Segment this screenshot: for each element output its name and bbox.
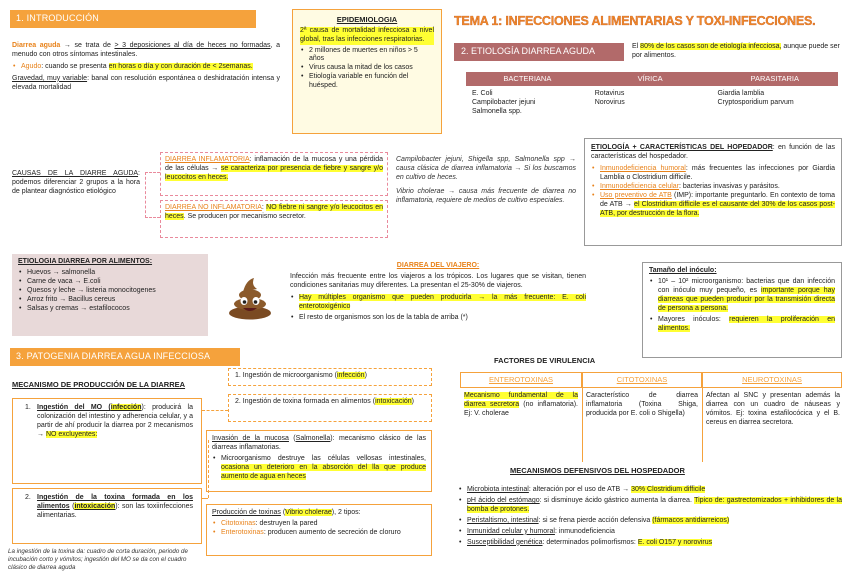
table-cell	[466, 86, 589, 121]
cell-line: Norovirus	[594, 98, 625, 106]
defensivos-item-label: pH ácido del estómago	[467, 496, 540, 504]
hospedador-box	[584, 138, 842, 246]
defensivos-list	[458, 486, 842, 550]
ingestion-toxina-box: 2. Ingestión de la toxina formada en los alimentos (intoxicación): son las toxiinfecciones alimentarias.	[12, 488, 202, 544]
invasion-paren: Salmonella	[295, 435, 331, 442]
cell-line: Rotavirus	[594, 89, 625, 97]
table-cell	[712, 86, 839, 121]
inoculo-item-highlight: importante porque hay diarreas que pueden producir por la transmisión directa de persona a persona.	[658, 286, 835, 312]
defensivos-item-text: : determinados polimorfismos:	[542, 538, 638, 546]
inoculo-item-highlight: requieren la proliferación en alimentos.	[658, 315, 836, 332]
etiologia-note	[632, 43, 842, 61]
hospedador-list	[591, 165, 835, 219]
inflam-highlight: se caracteriza por presencia de fiebre y sangre y/o leucocitos en heces.	[165, 164, 383, 181]
virulencia-col-header: NEUROTOXINAS	[702, 372, 842, 388]
noinflam-text2: . Se producen por mecanismo secretor.	[183, 212, 306, 220]
defensivos-item-label: Susceptibilidad genética	[467, 538, 543, 546]
route-text: 2. Ingestión de toxina formada en alimentos (	[235, 398, 376, 405]
epidemiologia-item: • Etiología variable en función del huésped.	[300, 73, 434, 91]
diarrea-text-c: , a menudo con otros síntomas intestinales.	[12, 42, 280, 58]
intro-body	[12, 42, 280, 93]
viajero-list	[290, 294, 586, 323]
causas-note: Vibrio cholerae → causa más frecuente de diarrea no inflamatoria, requiere de medios de cultivo especiales.	[396, 187, 576, 204]
defensivos-item-highlight: (fármacos antidiarreicos)	[652, 516, 730, 524]
causas-title-u: CAUSAS DE LA DIARRE AGUDA	[12, 170, 139, 177]
causas-title-rest: : podemos diferenciar 2 grupos a la hora de plantear diagnóstico etiológico	[12, 170, 140, 195]
alimentos-item: • Quesos y leche → listeria monocitogenes	[18, 287, 202, 296]
toxinas-rest: , 2 tipos:	[334, 509, 361, 516]
inoculo-item	[649, 316, 835, 334]
cell-line: Salmonella spp.	[472, 107, 522, 115]
toxinas-item-label: Enterotoxinas	[221, 528, 264, 536]
ing2-highlight: intoxicación	[74, 502, 116, 510]
mecanismo-title: MECANISMO DE PRODUCCIÓN DE LA DIARREA	[12, 380, 186, 389]
virulencia-col-header: CITOTOXINAS	[582, 372, 702, 388]
viajero-title: DIARREA DEL VIAJERO:	[396, 262, 480, 269]
gravedad-label: Gravedad, muy variable	[12, 74, 88, 82]
route-text: 1. Ingestión de microorganismo (	[235, 372, 337, 379]
hospedador-item-label: Inmunodeficiencia celular	[600, 182, 679, 190]
epidemiologia-item: • Virus causa la mitad de los casos	[300, 64, 434, 73]
defensivos-item-text: : inmunodeficiencia	[554, 527, 615, 535]
connector-line	[202, 410, 228, 411]
toxinas-item	[212, 520, 426, 529]
defensivos-item-text: : si disminuye ácido gástrico aumenta la diarrea.	[539, 496, 695, 504]
toxinas-item-text: : producen aumento de secreción de cloruro	[263, 528, 401, 536]
defensivos-item-label: Inmunidad celular y humoral	[467, 527, 555, 535]
hospedador-item-label: Inmunodeficiencia humoral	[600, 164, 686, 172]
defensivos-item-highlight: 30% Clostridium difficile	[631, 486, 706, 493]
invasion-list	[212, 455, 426, 482]
ingestion-number: 1.	[25, 404, 31, 411]
etiologia-header: 2. ETIOLOGÍA DIARREA AGUDA	[454, 43, 624, 61]
ingestion-number: 2.	[25, 494, 31, 501]
poop-icon	[226, 276, 274, 320]
hospedador-title-u: ETIOLOGÍA + CARACTERÍSTICAS DEL HOPEDADOR	[591, 144, 773, 151]
toxinas-item-label: Citotoxinas	[221, 519, 256, 527]
gravedad-body: : banal con resolución espontánea o deshidratación intensa y elevada mortalidad	[12, 74, 280, 91]
invasion-text: : mecanismo clásico de las diarreas inflamatorias.	[212, 435, 426, 451]
agudo-item	[12, 63, 280, 72]
ing2-title: Ingestión de la toxina formada en los alimentos	[37, 494, 193, 510]
page-title: TEMA 1: INFECCIONES ALIMENTARIAS Y TOXI-INFECCIONES.	[454, 14, 816, 28]
causas-connector	[145, 172, 146, 218]
toxinas-title: Producción de toxinas	[212, 509, 281, 516]
virulencia-cell-highlight: Mecanismo fundamental de la diarrea secretora	[464, 392, 578, 408]
viajero-item-highlight: Hay múltiples organismo que pueden producirla → la más frecuente: E. coli enterotoxigénico	[299, 293, 586, 310]
patogenia-header: 3. PATOGENIA DIARREA AGUA INFECCIOSA	[10, 348, 240, 366]
table-header-row	[466, 72, 838, 86]
connector-line	[202, 498, 208, 499]
note-highlight: 80% de los casos son de etiología infecciosa,	[640, 43, 782, 50]
inoculo-item-text: 10¹ – 10² microorganismo: bacterias que dan infección con inóculo muy pequeño, es	[658, 277, 835, 294]
viajero-section	[290, 262, 586, 323]
causas-notes	[396, 156, 576, 206]
route-text: )	[364, 372, 367, 379]
noinflam-text: :	[261, 204, 267, 211]
invasion-item-highlight: ocasiona un deterioro en la absorción del lla que produce aumento de agua en heces	[221, 463, 426, 480]
note-b: aunque puede ser por alimentos.	[632, 43, 840, 59]
defensivos-item-highlight: Tipico de: gastrectomizados + inhibidores de la bomba de protones.	[467, 496, 842, 513]
epidemiologia-list	[300, 47, 434, 92]
defensivos-item-highlight: E. coli O157 y norovirus	[637, 538, 713, 546]
diarrea-text-a: → se trata de	[60, 42, 115, 49]
epidemiologia-intro: 2ª causa de mortalidad infecciosa a nivel global, tras las infecciones respiratorias.	[300, 26, 434, 43]
route-text: )	[411, 398, 415, 405]
defensivos-item-label: Peristaltismo, intestinal	[467, 516, 539, 524]
defensivos-title: MECANISMOS DEFENSIVOS DEL HOSPEDADOR	[510, 466, 685, 475]
epidemiologia-title: EPIDEMIOLOGIA	[336, 15, 398, 24]
defensivos-item	[458, 497, 842, 515]
alimentos-item: • Arroz frito → Bacillus cereus	[18, 296, 202, 305]
alimentos-item: • Huevos → salmonella	[18, 269, 202, 278]
ing1-title: Ingestión del MO (	[37, 404, 111, 411]
inflam-text: : inflamación de la mucosa y una pérdida de las células →	[165, 156, 383, 172]
invasion-item	[212, 455, 426, 482]
alimentos-item: • Carne de vaca → E.coli	[18, 278, 202, 287]
route-highlight: infección	[336, 372, 365, 379]
column-header: PARASITARIA	[712, 72, 839, 86]
agudo-highlight: en horas o día y con duración de < 2semanas.	[108, 62, 253, 70]
hospedador-item-text: (IMP): importante preguntarlo. En contexto de toma de ATB →	[600, 191, 835, 208]
defensivos-item	[458, 539, 842, 548]
inoculo-box	[642, 262, 842, 358]
virulencia-col-header: ENTEROTOXINAS	[460, 372, 582, 388]
hospedador-title-rest: : en función de las características del hospedador.	[591, 144, 835, 160]
virulencia-title: FACTORES DE VIRULENCIA	[494, 356, 596, 365]
patogenia-small-note: La ingestión de la toxina da: cuadro de corta duración, periodo de incubación corto y vómitos; ingestión del MO se da con el cuadro clásico de diarrea aguda	[8, 548, 188, 571]
ingestion-mo-box	[12, 398, 202, 484]
column-header: VÍRICA	[589, 72, 712, 86]
ing1-highlight: infección	[110, 404, 142, 411]
note-a: El	[632, 43, 641, 50]
toxinas-item	[212, 529, 426, 538]
epidemiologia-item: • 2 millones de muertes en niños > 5 años	[300, 47, 434, 65]
alimentos-list	[18, 269, 202, 314]
diarrea-label: Diarrea aguda	[12, 42, 61, 49]
cell-line: Campilobacter jejuni	[472, 98, 536, 106]
alimentos-box	[12, 254, 208, 336]
agudo-list	[12, 63, 280, 72]
virulencia-cell: Afectan al SNC y presentan además la diarrea con un cuadro de náuseas y vómitos. Ej: toxina estafilocócica y el B. cereus en diarrea secretora.	[706, 392, 840, 426]
invasion-item-text: Microorganismo destruye las células vellosas intestinales,	[221, 454, 426, 462]
table-cell	[589, 86, 712, 121]
diarrea-text-b: > 3 deposiciones al día de heces no formadas	[114, 42, 271, 49]
hospedador-item	[591, 165, 835, 183]
cell-line: Cryptosporidium parvum	[717, 98, 794, 106]
causas-title	[12, 170, 140, 197]
invasion-mucosa-box: Invasión de la mucosa (Salmonella): mecanismo clásico de las diarreas inflamatorias. • Microorganismo destruye las células vellosas intestinales, ocasiona un deterioro en la absorción del lla que produce aumento de agua en heces	[206, 430, 432, 492]
ing1-highlight2: NO excluyentes:	[45, 430, 98, 438]
hospedador-item-label: Uso preventivo de ATB	[600, 191, 672, 199]
causas-connector	[145, 172, 160, 173]
diarrea-inflamatoria-box	[160, 152, 388, 196]
virulencia-cell	[464, 392, 578, 419]
cell-line: E. Coli	[472, 89, 493, 97]
column-header: BACTERIANA	[466, 72, 589, 86]
hospedador-item	[591, 192, 835, 219]
virulencia-col-divider	[582, 386, 583, 462]
viajero-item	[290, 294, 586, 312]
inflam-label: DIARREA INFLAMATORIA	[165, 156, 250, 163]
route-intoxicacion	[228, 394, 432, 422]
agudo-label: Agudo	[21, 62, 42, 70]
toxinas-item-text: : destruyen la pared	[255, 519, 318, 527]
inoculo-item	[649, 278, 835, 314]
ing2-text: : son las toxiinfecciones alimentarias.	[37, 502, 193, 519]
inoculo-list	[649, 278, 835, 334]
intro-header: 1. INTRODUCCIÓN	[10, 10, 256, 28]
route-infeccion	[228, 368, 432, 386]
defensivos-item	[458, 517, 842, 526]
causas-connector	[145, 217, 160, 218]
viajero-text: Infección más frecuente entre los viajeros a los trópicos. Los lugares que se visitan, tienen condiciones sanitarias muy diferentes. La presentan el 25-30% de viajeros.	[290, 272, 586, 289]
alimentos-item: • Salsas y cremas → estafilococos	[18, 305, 202, 314]
causas-note: Campilobacter jejuni, Shigella spp, Salmonella spp → causa clásica de diarrea inflamatoria → Si los buscamos en cultivo de heces.	[396, 156, 576, 181]
cell-line: Giardia lamblia	[717, 89, 765, 97]
defensivos-item	[458, 486, 842, 495]
table-row	[466, 86, 838, 121]
defensivos-item-text: : si se frena pierde acción defensiva	[538, 516, 653, 524]
defensivos-item-label: Microbiota intestinal	[467, 486, 529, 493]
invasion-title: Invasión de la mucosa	[212, 435, 289, 442]
agudo-text: : cuando se presenta	[41, 62, 109, 70]
inoculo-item-text: Mayores inóculos:	[658, 315, 730, 323]
produccion-toxinas-box: Producción de toxinas (Vibrio cholerae), 2 tipos: • Citotoxinas: destruyen la pared • Enterotoxinas: producen aumento de secreción de cloruro	[206, 504, 432, 556]
ing1-text: ): producirá la colonización del intestino y adherencia celular, y a partir de ahí producir la diarrea por 2 mecanismos →	[37, 404, 193, 438]
hospedador-item-text: : bacterias invasivas y parásitos.	[679, 182, 780, 190]
route-highlight: intoxicación	[375, 398, 412, 405]
virulencia-col-divider	[702, 386, 703, 462]
viajero-item: • El resto de organismos son los de la tabla de arriba (*)	[290, 314, 586, 323]
noinflam-label: DIARREA NO INFLAMATORIA	[165, 204, 262, 211]
hospedador-item	[591, 183, 835, 192]
gravedad-text	[12, 75, 280, 93]
hospedador-item-highlight: el Clostridium difficile es el causante del 30% de los casos post-ATB, por destrucción de la flora.	[600, 200, 835, 217]
epidemiologia-box	[292, 9, 442, 134]
diarrea-no-inflamatoria-box	[160, 200, 388, 238]
virulencia-cell-text: (no inflamatoria). Ej: V. cholerae	[464, 400, 578, 417]
hospedador-title	[591, 144, 835, 162]
inoculo-title: Tamaño del inóculo:	[649, 267, 717, 274]
noinflam-highlight: NO fiebre ni sangre y/o leucocitos en heces	[165, 204, 384, 220]
diarrea-definition	[12, 42, 280, 60]
hospedador-item-text: : más frecuentes las infecciones por Giardia Lamblia o Clostridium difficile.	[600, 164, 835, 181]
virulencia-cell: Característico de diarrea inflamatoria (Toxina Shiga, producida por E. coli o Shigella)	[586, 392, 698, 417]
defensivos-item-text: : alteración por el uso de ATB →	[528, 486, 632, 493]
alimentos-title: ETIOLOGIA DIARREA POR ALIMENTOS:	[18, 258, 153, 265]
toxinas-paren: Vibrio cholerae	[285, 509, 332, 516]
defensivos-item	[458, 528, 842, 537]
etiologia-table	[466, 72, 838, 120]
toxinas-list	[212, 520, 426, 538]
